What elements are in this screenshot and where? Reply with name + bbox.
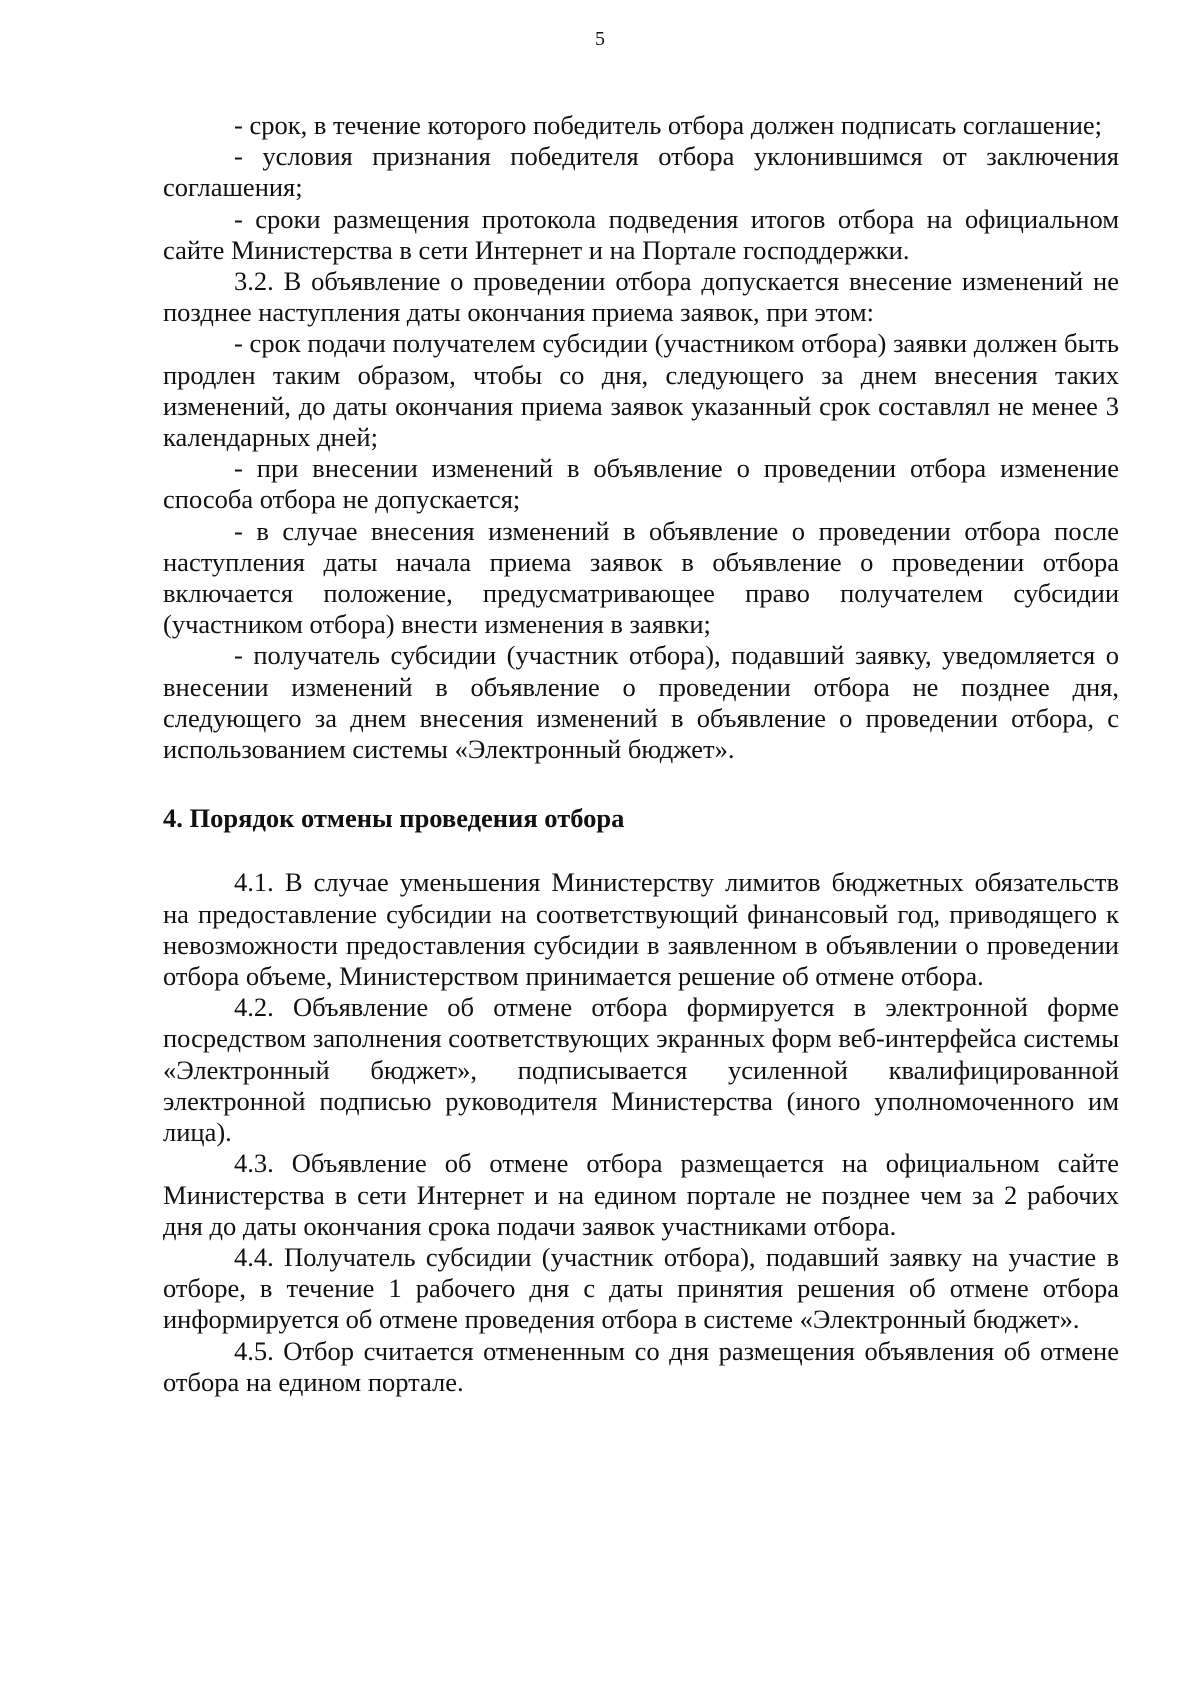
paragraph: - сроки размещения протокола подведения итогов отбора на официальном сайте Министерства в сети Интернет и на Портале господдержки.: [163, 203, 1119, 265]
paragraph: 4.4. Получатель субсидии (участник отбора), подавший заявку на участие в отборе, в течение 1 рабочего дня с даты принятия решения об отмене отбора информируется об отмене проведения отбора в системе «Электронный бюджет».: [163, 1241, 1119, 1335]
paragraph: 4.3. Объявление об отмене отбора размещается на официальном сайте Министерства в сети Интернет и на едином портале не позднее чем за 2 рабочих дня до даты окончания срока подачи заявок участниками отбора.: [163, 1148, 1119, 1241]
paragraph: - при внесении изменений в объявление о проведении отбора изменение способа отбора не допускается;: [163, 453, 1119, 515]
paragraph: - срок, в течение которого победитель отбора должен подписать соглашение;: [234, 110, 1103, 140]
paragraph: 4.2. Объявление об отмене отбора формируется в электронной форме посредством заполнения соответствующих экранных форм веб-интерфейса системы «Электронный бюджет», подписывается усиленной квалифицированной электронной подписью руководителя Министерства (иного уполномоченного им лица).: [163, 992, 1119, 1148]
page-number: 5: [595, 28, 605, 50]
document-body: [163, 110, 1119, 1398]
paragraph: - в случае внесения изменений в объявление о проведении отбора после наступления даты начала приема заявок в объявление о проведении отбора включается положение, предусматривающее право получателем субсидии (участником отбора) внести изменения в заявки;: [163, 515, 1119, 640]
paragraph: 3.2. В объявление о проведении отбора допускается внесение изменений не позднее наступления даты окончания приема заявок, при этом:: [163, 266, 1119, 328]
paragraph: - условия признания победителя отбора уклонившимся от заключения соглашения;: [163, 141, 1119, 203]
paragraph: 4.1. В случае уменьшения Министерству лимитов бюджетных обязательств на предоставление субсидии на соответствующий финансовый год, приводящего к невозможности предоставления субсидии в заявленном в объявлении о проведении отбора объеме, Министерством принимается решение об отмене отбора.: [163, 867, 1119, 992]
paragraph: 4.5. Отбор считается отмененным со дня размещения объявления об отмене отбора на едином портале.: [163, 1335, 1119, 1397]
paragraph: - получатель субсидии (участник отбора), подавший заявку, уведомляется о внесении изменений в объявление о проведении отбора не позднее дня, следующего за днем внесения изменений в объявление о проведении отбора, с использованием системы «Электронный бюджет».: [163, 640, 1119, 765]
paragraph: - срок подачи получателем субсидии (участником отбора) заявки должен быть продлен таким образом, чтобы со дня, следующего за днем внесения таких изменений, до даты окончания приема заявок указанный срок составлял не менее 3 календарных дней;: [163, 328, 1119, 453]
section-heading: 4. Порядок отмены проведения отбора: [163, 803, 625, 834]
